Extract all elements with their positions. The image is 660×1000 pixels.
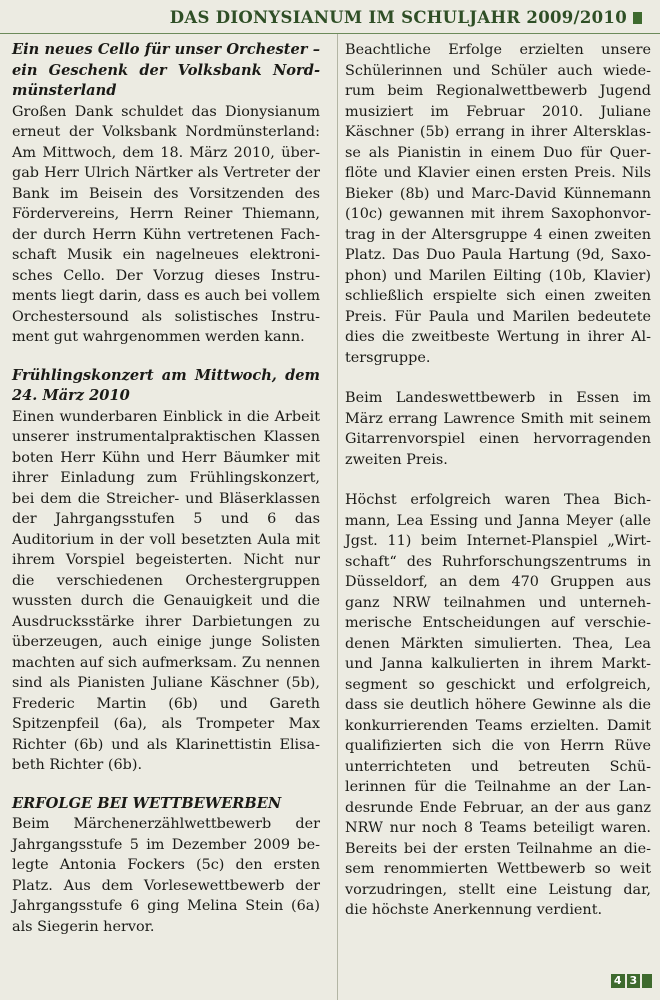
article-body-cello: Großen Dank schuldet das Dionysianum erneut der Volksbank Nordmünsterland: Am Mittwoch, dem 18. März 2010, übergab Herr Ulrich Närtker als Vertreter der Bank im Beisein des Vorsitzenden des Fördervereins, Herrn Reiner Thiemann, der durch Herrn Kühn vertretenen Fachschaft Musik ein nagelneues elektronisches Cello. Der Vorzug dieses Instruments liegt darin, dass es auch bei vollem Orchestersound als solistisches Instrument gut wahrgenommen werden kann.	[12, 103, 320, 345]
right-column	[345, 40, 651, 921]
paragraph-planspiel: Höchst erfolgreich waren Thea Bichmann, Lea Essing und Janna Meyer (alle Jgst. 11) beim Internet-Planspiel „Wirtschaft“ des Ruhrforschungszentrums in Düsseldorf, an dem 470 Gruppen aus ganz NRW teilnahmen und unternehmerische Entscheidungen auf verschiedenen Märkten simulierten. Thea, Lea und Janna kalkulierten in ihrem Marktsegment so geschickt und erfolgreich, dass sie deutlich höhere Gewinne als die konkurrierenden Teams erzielten. Damit qualifizierten sich die von Herrn Rüve unterrichteten und betreuten Schülerinnen für die Teilnahme an der Landesrunde Ende Februar, an der aus ganz NRW nur noch 8 Teams beteiligt waren. Bereits bei der ersten Teilnahme an diesem renommierten Wettbewerb so weit vorzudringen, stellt eine Leistung dar, die höchste Anerkennung verdient.	[345, 492, 651, 918]
running-header	[0, 8, 642, 27]
paragraph-landeswettbewerb: Beim Landeswettbewerb in Essen im März errang Lawrence Smith mit seinem Gitarrenvorspiel einen hervorragenden zweiten Preis.	[345, 390, 651, 468]
article-heading-cello: Ein neues Cello für unser Orchester – ein Geschenk der Volksbank Nordmünsterland	[12, 41, 320, 99]
column-divider	[337, 34, 338, 1000]
article-body-concert: Einen wunderbaren Einblick in die Arbeit unserer instrumentalpraktischen Klassen boten Herr Kühn und Herr Bäumker mit ihrer Einladung zum Frühlingskonzert, bei dem die Streicher- und Bläserklassen der Jahrgangsstufen 5 und 6 das Auditorium in der voll besetzten Aula mit ihrem Vorspiel begeisterten. Nicht nur die verschiedenen Orchestergruppen wussten durch die Genauigkeit und die Ausdrucksstärke ihrer Darbietungen zu überzeugen, auch einige junge Solisten machten auf sich aufmerksam. Zu nennen sind als Pianisten Juliane Käschner (5b), Frederic Martin (6b) und Gareth Spitzenpfeil (6a), als Trompeter Max Richter (6b) und als Klarinettistin Elisabeth Richter (6b).	[12, 408, 320, 773]
header-rule	[0, 33, 660, 34]
header-title: DAS DIONYSIANUM IM SCHULJAHR 2009/2010	[169, 8, 627, 27]
article-competitions	[12, 794, 320, 938]
page-number-digit: 4	[611, 974, 625, 988]
page-number-square	[642, 974, 652, 988]
article-concert	[12, 366, 320, 776]
page-number	[611, 974, 652, 988]
article-cello	[12, 40, 320, 348]
left-column	[12, 40, 320, 937]
article-heading-concert: Frühlingskonzert am Mittwoch, dem 24. März 2010	[12, 366, 320, 404]
paragraph-jugend-musiziert: Beachtliche Erfolge erzielten unsere Schülerinnen und Schüler auch wiederum beim Regionalwettbewerb Jugend musiziert im Februar 2010. Juliane Käschner (5b) errang in ihrer Altersklasse als Pianistin in einem Duo für Querflöte und Klavier einen ersten Preis. Nils Bieker (8b) und Marc-David Künnemann (10c) gewannen mit ihrem Saxophonvortrag in der Altersgruppe 4 einen zweiten Platz. Das Duo Paula Hartung (9d, Saxophon) und Marilen Eilting (10b, Klavier) schließlich erspielte sich einen zweiten Preis. Für Paula und Marilen bedeutete dies die zweitbeste Wertung in ihrer Altersgruppe.	[345, 42, 651, 366]
article-heading-competitions: ERFOLGE BEI WETTBEWERBEN	[12, 794, 282, 812]
article-body-competitions: Beim Märchenerzählwettbewerb der Jahrgangsstufe 5 im Dezember 2009 belegte Antonia Fockers (5c) den ersten Platz. Aus dem Vorlesewettbewerb der Jahrgangsstufe 6 ging Melina Stein (6a) als Siegerin hervor.	[12, 816, 320, 935]
header-square-marker	[633, 12, 642, 24]
page-number-digit: 3	[627, 974, 641, 988]
